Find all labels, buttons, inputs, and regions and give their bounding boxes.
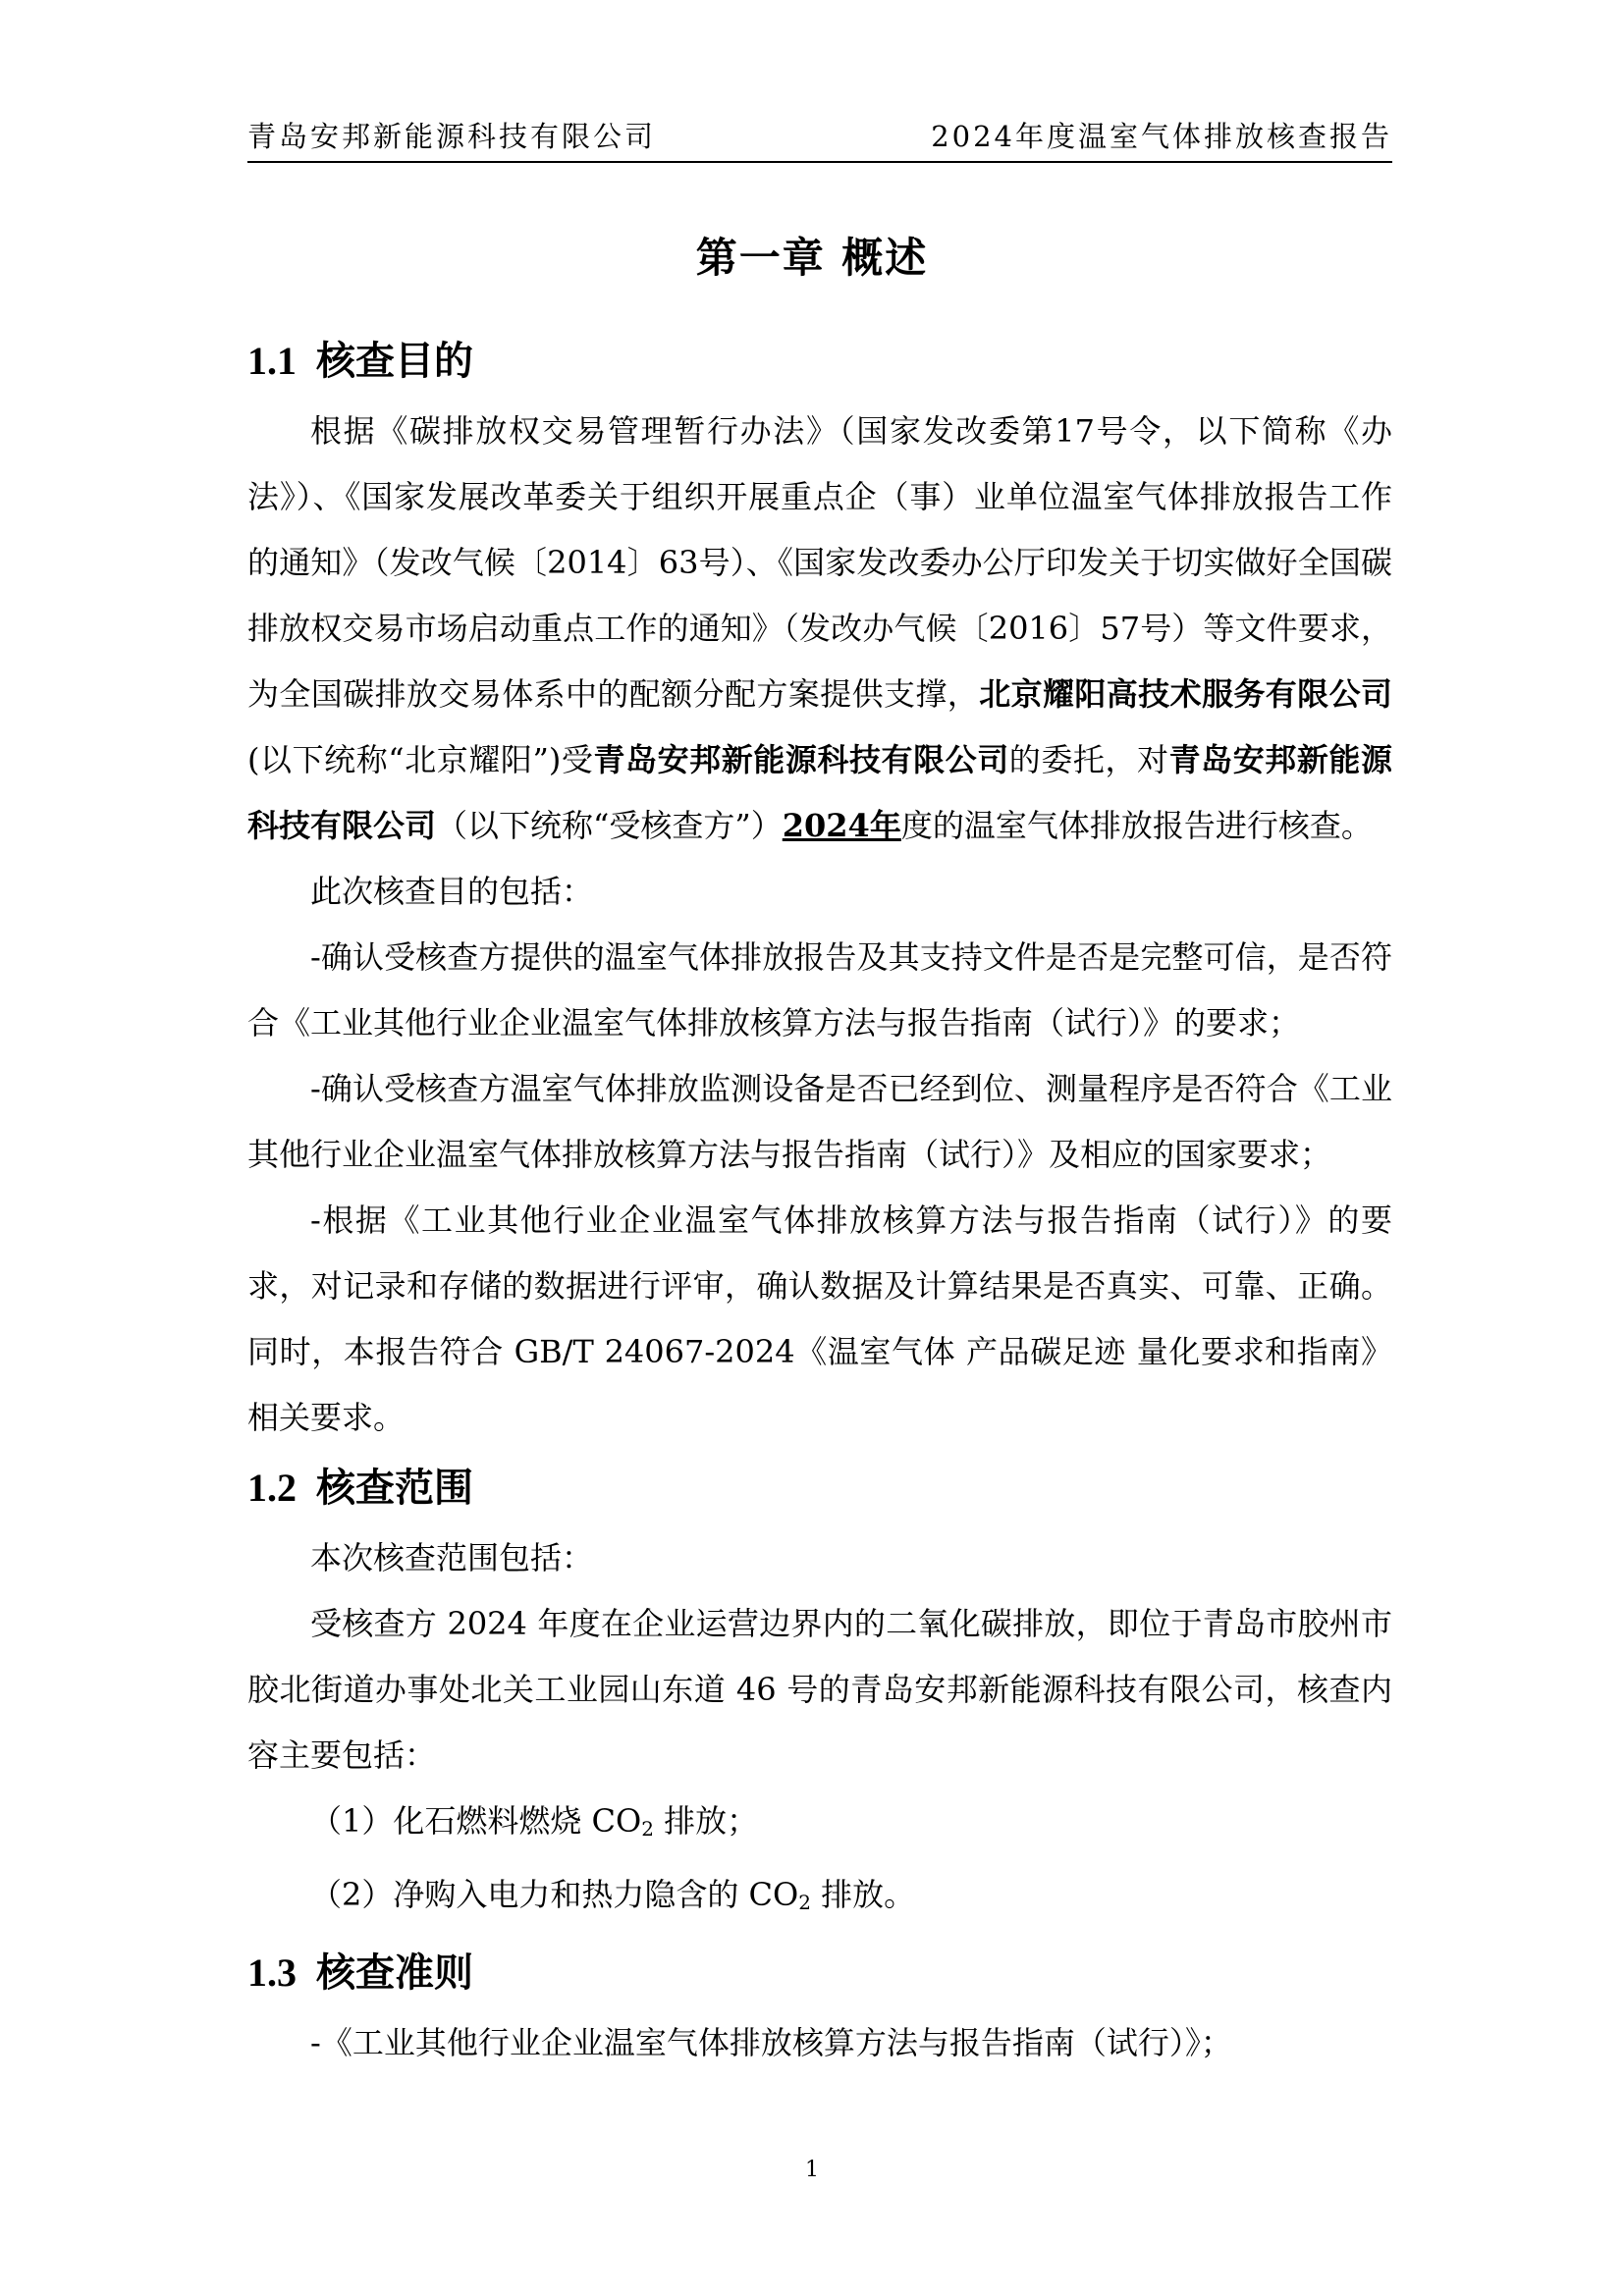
document-body (247, 324, 1392, 2076)
section-number: 1.3 (247, 1950, 297, 1995)
text-run: 的委托，对 (1008, 741, 1169, 778)
verifier-name: 北京耀阳高技术服务有限公司 (979, 675, 1392, 713)
section-heading-1-1 (247, 324, 1392, 399)
chapter-title: 第一章 概述 (695, 234, 929, 282)
text-run: （2）净购入电力和热力隐含的 CO (310, 1876, 799, 1913)
paragraph: 本次核查范围包括： (310, 1539, 594, 1576)
paragraph: -确认受核查方提供的温室气体排放报告及其支持文件是否是完整可信，是否符合《工业其他行业企业温室气体排放核算方法与报告指南（试行）》的要求； (247, 938, 1392, 1041)
client-name: 青岛安邦新能源科技有限公司 (593, 741, 1009, 778)
section-number: 1.2 (247, 1466, 297, 1510)
text-run: 排放； (654, 1802, 759, 1840)
list-item (247, 1862, 1392, 1936)
text-run: (以下统称“北京耀阳”)受 (247, 741, 594, 778)
header-company: 青岛安邦新能源科技有限公司 (247, 120, 657, 153)
header-report-title: 2024年度温室气体排放核查报告 (931, 120, 1392, 153)
section-heading-1-2 (247, 1451, 1392, 1525)
paragraph: -根据《工业其他行业企业温室气体排放核算方法与报告指南（试行）》的要求，对记录和存储的数据进行评审，确认数据及计算结果是否真实、可靠、正确。同时，本报告符合 GB/T 24067-2024《温室气体 产品碳足迹 量化要求和指南》相关要求。 (247, 1201, 1392, 1436)
section-title: 核查范围 (316, 1466, 473, 1511)
list-item (247, 1789, 1392, 1862)
section-title: 核查准则 (316, 1950, 473, 1996)
page-number: 1 (805, 2158, 819, 2182)
paragraph-purpose-intro (247, 399, 1392, 859)
report-year: 2024年 (782, 807, 901, 844)
text-run: 排放。 (811, 1876, 916, 1913)
text-run: 根据《碳排放权交易管理暂行办法》（国家发改委第17号令，以下简称《办法》）、《国家发展改革委关于组织开展重点企（事）业单位温室气体排放报告工作的通知》（发改气候〔2014〕63号）、《国家发改委办公厅印发关于切实做好全国碳排放权交易市场启动重点工作的通知》（发改办气候〔2016〕57号）等文件要求，为全国碳排放交易体系中的配额分配方案提供支撑， (247, 412, 1392, 713)
subscript: 2 (641, 1817, 654, 1841)
section-heading-1-3 (247, 1936, 1392, 2010)
section-title: 核查目的 (316, 339, 473, 384)
section-number: 1.1 (247, 339, 297, 383)
text-run: （以下统称“受核查方”） (436, 807, 783, 844)
paragraph: 此次核查目的包括： (310, 873, 594, 910)
paragraph: -《工业其他行业企业温室气体排放核算方法与报告指南（试行）》； (310, 2024, 1232, 2061)
paragraph: 受核查方 2024 年度在企业运营边界内的二氧化碳排放，即位于青岛市胶州市胶北街道办事处北关工业园山东道 46 号的青岛安邦新能源科技有限公司，核查内容主要包括： (247, 1605, 1392, 1774)
text-run: 度的温室气体排放报告进行核查。 (900, 807, 1373, 844)
paragraph: -确认受核查方温室气体排放监测设备是否已经到位、测量程序是否符合《工业其他行业企业温室气体排放核算方法与报告指南（试行）》及相应的国家要求； (247, 1070, 1392, 1173)
client-name: 青岛安邦新能源科技有限公司 (247, 741, 1392, 844)
text-run: （1）化石燃料燃烧 CO (310, 1802, 642, 1840)
subscript: 2 (798, 1891, 811, 1914)
page-header (247, 116, 1392, 163)
